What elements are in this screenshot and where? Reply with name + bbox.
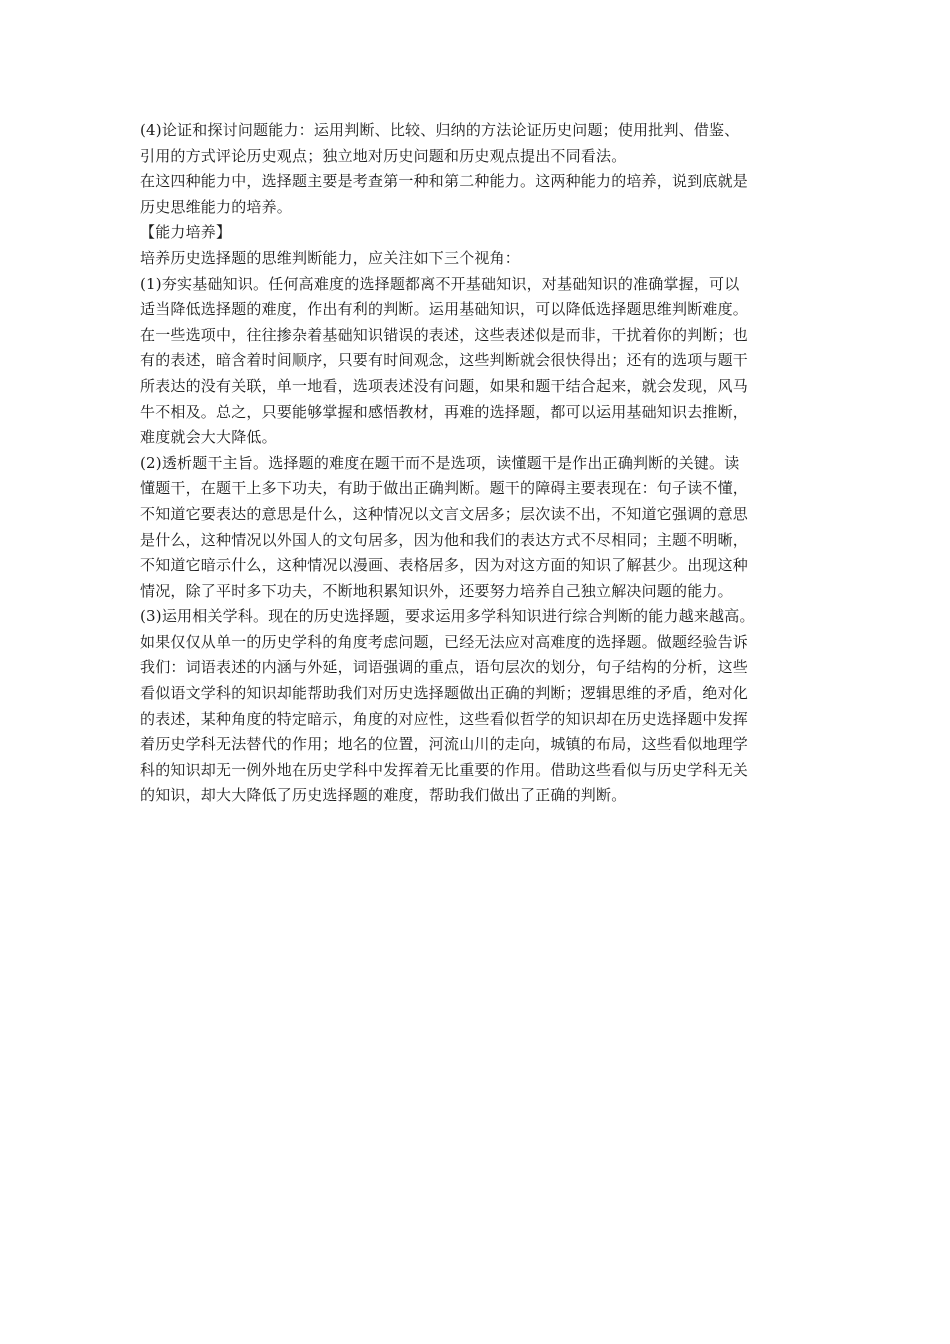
- text-line-1: (4)论证和探讨问题能力：运用判断、比较、归纳的方法论证历史问题；使用批判、借鉴、: [140, 121, 740, 139]
- text-line-17: 是什么，这种情况以外国人的文句居多，因为他和我们的表达方式不尽相同；主题不明晰，: [140, 530, 749, 549]
- text-line-7: (1)夯实基础知识。任何高难度的选择题都离不开基础知识，对基础知识的准确掌握，可以: [140, 274, 740, 293]
- text-line-9: 在一些选项中，往往掺杂着基础知识错误的表述，这些表述似是而非，干扰着你的判断；也: [140, 325, 749, 344]
- text-line-23: 看似语文学科的知识却能帮助我们对历史选择题做出正确的判断；逻辑思维的矛盾，绝对化: [140, 684, 749, 703]
- text-line-10: 有的表述，暗含着时间顺序，只要有时间观念，这些判断就会很快得出；还有的选项与题干: [140, 351, 749, 370]
- text-line-21: 如果仅仅从单一的历史学科的角度考虑问题，已经无法应对高难度的选择题。做题经验告诉: [140, 632, 749, 651]
- text-line-15: 懂题干，在题干上多下功夫，有助于做出正确判断。题干的障碍主要表现在：句子读不懂，: [140, 479, 749, 498]
- text-line-4: 历史思维能力的培养。: [140, 197, 293, 216]
- document-body: [140, 118, 815, 809]
- text-line-27: 的知识，却大大降低了历史选择题的难度，帮助我们做出了正确的判断。: [140, 786, 627, 805]
- text-line-2: 引用的方式评论历史观点；独立地对历史问题和历史观点提出不同看法。: [140, 146, 627, 165]
- text-line-11: 所表达的没有关联，单一地看，选项表述没有问题，如果和题干结合起来，就会发现，风马: [140, 376, 749, 395]
- text-line-25: 着历史学科无法替代的作用；地名的位置，河流山川的走向，城镇的布局，这些看似地理学: [140, 735, 749, 754]
- text-line-13: 难度就会大大降低。: [140, 428, 277, 447]
- text-line-20: (3)运用相关学科。现在的历史选择题，要求运用多学科知识进行综合判断的能力越来越高。: [140, 607, 755, 626]
- text-line-8: 适当降低选择题的难度，作出有利的判断。运用基础知识，可以降低选择题思维判断难度。: [140, 300, 749, 319]
- text-line-24: 的表述，某种角度的特定暗示，角度的对应性，这些看似哲学的知识却在历史选择题中发挥: [140, 709, 749, 728]
- section-heading: 【能力培养】: [140, 223, 232, 242]
- text-line-19: 情况，除了平时多下功夫，不断地积累知识外，还要努力培养自己独立解决问题的能力。: [140, 581, 733, 600]
- text-line-22: 我们：词语表述的内涵与外延，词语强调的重点，语句层次的划分，句子结构的分析，这些: [140, 658, 749, 677]
- text-line-3: 在这四种能力中，选择题主要是考查第一种和第二种能力。这两种能力的培养，说到底就是: [140, 172, 749, 191]
- text-line-12: 牛不相及。总之，只要能够掌握和感悟教材，再难的选择题，都可以运用基础知识去推断，: [140, 402, 749, 421]
- text-line-14: (2)透析题干主旨。选择题的难度在题干而不是选项，读懂题干是作出正确判断的关键。读: [140, 453, 740, 472]
- text-line-16: 不知道它要表达的意思是什么，这种情况以文言文居多；层次读不出，不知道它强调的意思: [140, 504, 749, 523]
- text-line-6: 培养历史选择题的思维判断能力，应关注如下三个视角：: [140, 248, 521, 267]
- text-line-18: 不知道它暗示什么，这种情况以漫画、表格居多，因为对这方面的知识了解甚少。出现这种: [140, 556, 749, 575]
- text-line-26: 科的知识却无一例外地在历史学科中发挥着无比重要的作用。借助这些看似与历史学科无关: [140, 760, 749, 779]
